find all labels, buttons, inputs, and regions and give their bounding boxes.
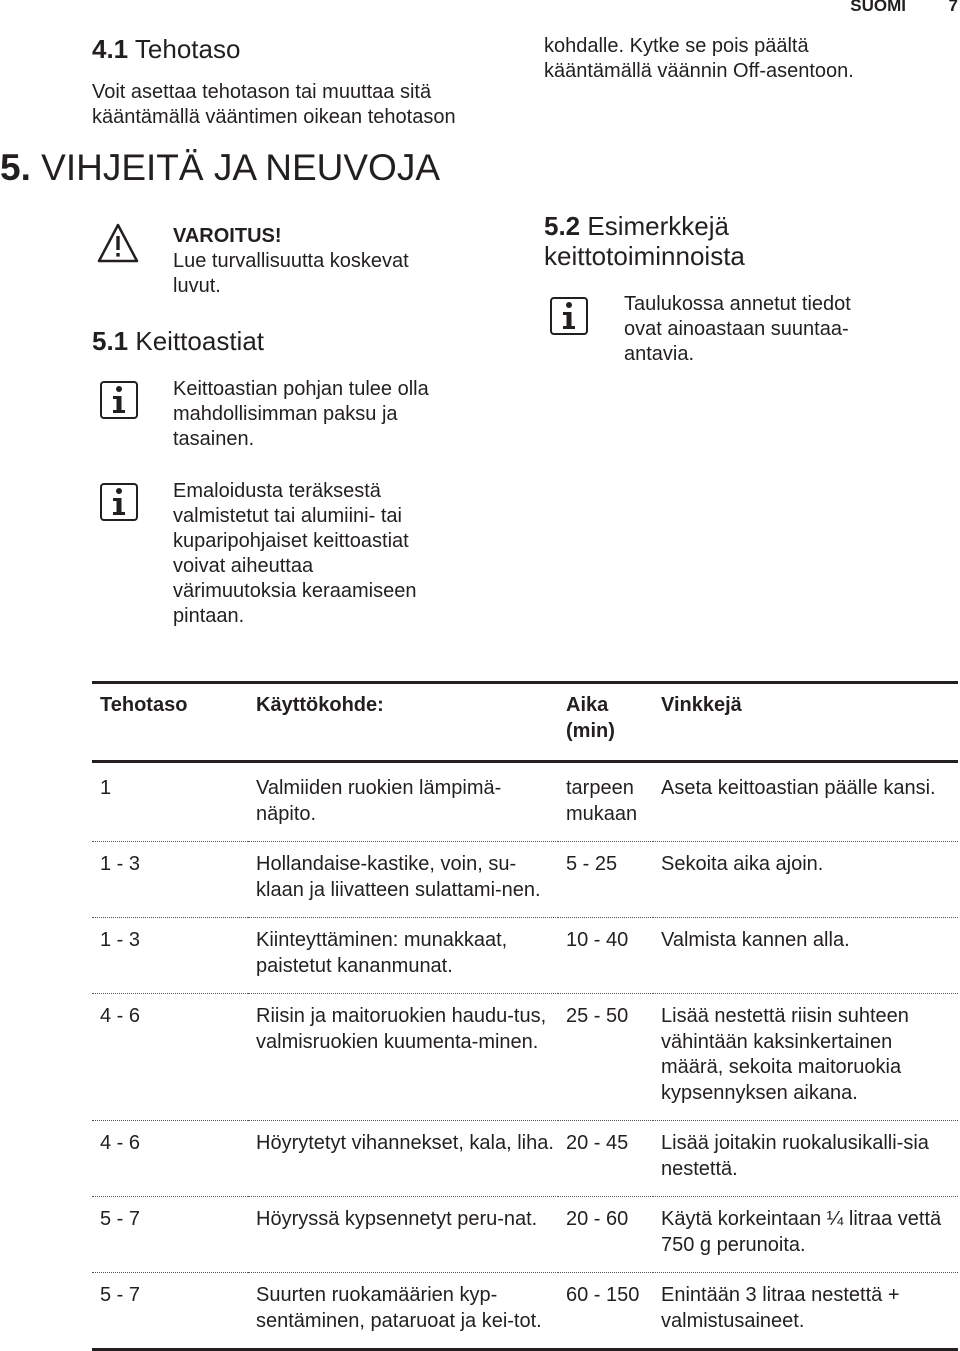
text-line: kohdalle. Kytke se pois päältä (544, 35, 809, 57)
table-row (92, 918, 958, 994)
cell-tips: Käytä korkeintaan ¼ litraa vettä 750 g perunoita. (661, 1208, 942, 1256)
cell-time: tarpeen mukaan (566, 777, 638, 825)
section-number: 5.2 (544, 211, 581, 241)
cell-usage: Höyryssä kypsennetyt peru-nat. (256, 1208, 538, 1230)
cell-power-level: 4 - 6 (100, 1005, 141, 1027)
table-row (92, 1197, 958, 1273)
section-number: 5.1 (92, 326, 129, 356)
text-line: pintaan. (173, 605, 245, 627)
cell-power-level: 4 - 6 (100, 1132, 141, 1154)
section-title-line2: keittotoiminnoista (544, 241, 745, 271)
table-row (92, 994, 958, 1121)
info-note-cookware-base (173, 377, 503, 452)
table-row (92, 762, 958, 842)
cell-time: 20 - 60 (566, 1208, 629, 1230)
cooking-examples-table (92, 681, 958, 1351)
cell-usage: Höyrytetyt vihannekset, kala, liha. (256, 1132, 554, 1154)
section-4-1-text (92, 80, 532, 130)
cell-usage: Kiinteyttäminen: munakkaat, paistetut kananmunat. (256, 929, 508, 977)
text-line: Keittoastian pohjan tulee olla (173, 378, 429, 400)
header-power-level: Tehotaso (100, 694, 188, 716)
section-title: Keittoastiat (128, 326, 265, 356)
section-4-1-heading (92, 34, 240, 64)
cell-tips: Lisää joitakin ruokalusikalli-sia nestettä. (661, 1132, 929, 1180)
cell-usage: Valmiiden ruokien lämpimä-näpito. (256, 777, 502, 825)
chapter-title: VIHJEITÄ JA NEUVOJA (30, 147, 441, 188)
cell-time: 10 - 40 (566, 929, 629, 951)
cell-tips: Enintään 3 litraa nestettä + valmistusaineet. (661, 1284, 900, 1332)
cell-time: 25 - 50 (566, 1005, 629, 1027)
section-5-1-heading (92, 326, 264, 356)
cell-usage: Riisin ja maitoruokien haudu-tus, valmisruokien kuumenta-minen. (256, 1005, 547, 1053)
cell-tips: Valmista kannen alla. (661, 929, 850, 951)
info-icon (550, 297, 588, 335)
table-header-row (92, 683, 958, 762)
cell-power-level: 5 - 7 (100, 1284, 141, 1306)
page-number: 7 (948, 0, 958, 15)
header-time: Aika (min) (566, 694, 615, 742)
text-line: värimuutoksia keraamiseen (173, 580, 417, 602)
cell-power-level: 1 - 3 (100, 929, 141, 951)
text-line: kääntämällä väännin Off-asentoon. (544, 60, 854, 82)
cell-time: 5 - 25 (566, 853, 618, 875)
cell-tips: Aseta keittoastian päälle kansi. (661, 777, 936, 799)
text-line: Emaloidusta teräksestä (173, 480, 381, 502)
header-usage: Käyttökohde: (256, 694, 384, 716)
table-row (92, 842, 958, 918)
chapter-5-heading (0, 148, 440, 188)
section-title: Tehotaso (128, 34, 241, 64)
text-line: kääntämällä vääntimen oikean tehotason (92, 106, 456, 128)
cell-tips: Sekoita aika ajoin. (661, 853, 824, 875)
section-title: Esimerkkejä (580, 211, 729, 241)
header-tips: Vinkkejä (661, 694, 742, 716)
table-row (92, 1273, 958, 1350)
cell-time: 20 - 45 (566, 1132, 629, 1154)
cell-usage: Suurten ruokamäärien kyp-sentäminen, pataruoat ja kei-tot. (256, 1284, 542, 1332)
language-label: SUOMI (850, 0, 906, 15)
warning-icon (96, 222, 138, 264)
text-line: antavia. (624, 343, 695, 365)
page-header (660, 0, 960, 20)
warning-label: VAROITUS! (173, 225, 282, 247)
text-line: voivat aiheuttaa (173, 555, 314, 577)
text-line: tasainen. (173, 428, 255, 450)
info-note-table-indicative (624, 292, 944, 367)
cell-power-level: 5 - 7 (100, 1208, 141, 1230)
cell-time: 60 - 150 (566, 1284, 640, 1306)
section-5-2-heading (544, 211, 745, 271)
chapter-number: 5. (0, 147, 31, 188)
cell-usage: Hollandaise-kastike, voin, su-klaan ja liivatteen sulattami-nen. (256, 853, 541, 901)
cell-power-level: 1 (100, 777, 112, 799)
section-number: 4.1 (92, 34, 129, 64)
warning-block (173, 224, 503, 299)
text-line: kuparipohjaiset keittoastiat (173, 530, 409, 552)
text-line: ovat ainoastaan suuntaa- (624, 318, 849, 340)
cell-power-level: 1 - 3 (100, 853, 141, 875)
text-line: Lue turvallisuutta koskevat (173, 250, 409, 272)
info-icon (100, 483, 138, 521)
text-line: Voit asettaa tehotason tai muuttaa sitä (92, 81, 432, 103)
cell-tips: Lisää nestettä riisin suhteen vähintään kaksinkertainen määrä, sekoita maitoruokia kypsennyksen aikana. (661, 1005, 909, 1104)
text-line: luvut. (173, 275, 221, 297)
table-row (92, 1121, 958, 1197)
column-2-continuation (544, 34, 944, 84)
info-icon (100, 381, 138, 419)
info-note-discoloration (173, 479, 503, 629)
text-line: Taulukossa annetut tiedot (624, 293, 851, 315)
text-line: valmistetut tai alumiini- tai (173, 505, 402, 527)
text-line: mahdollisimman paksu ja (173, 403, 398, 425)
